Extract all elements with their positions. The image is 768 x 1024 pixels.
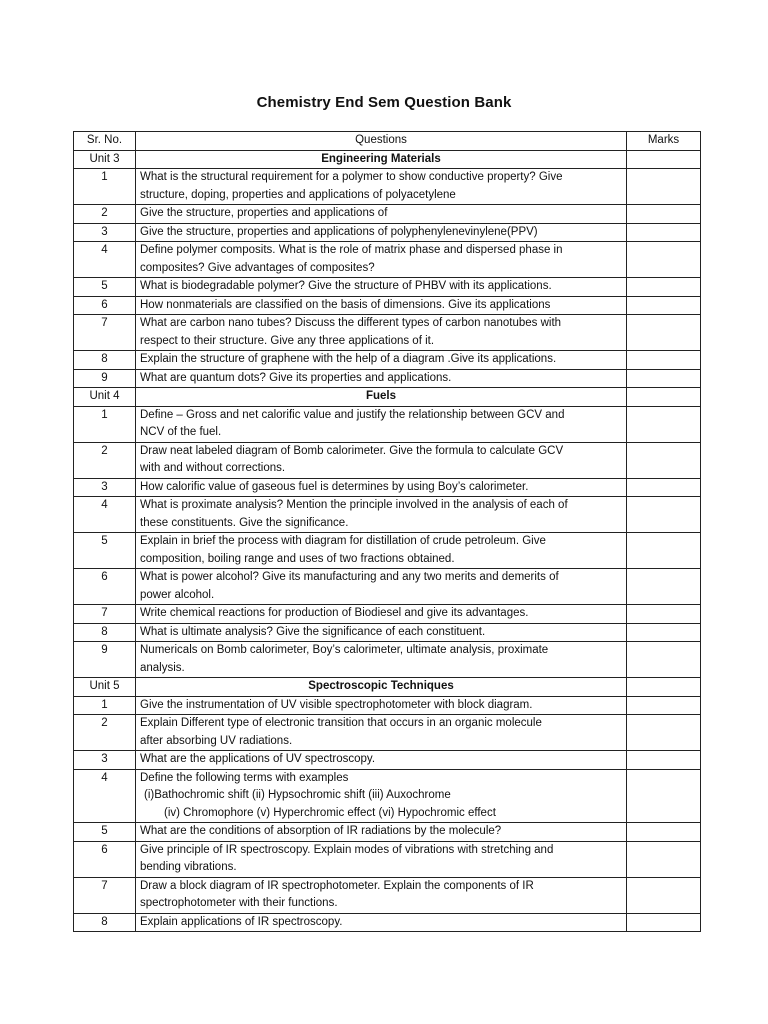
question-text <box>136 478 627 497</box>
question-row <box>74 478 701 497</box>
question-text <box>136 715 627 751</box>
table-body <box>74 150 701 932</box>
question-row <box>74 605 701 624</box>
marks-cell <box>627 406 701 442</box>
question-text <box>136 223 627 242</box>
question-line: Give the instrumentation of UV visible spectrophotometer with block diagram. <box>140 698 533 711</box>
question-number: 4 <box>74 769 136 823</box>
question-line: Write chemical reactions for production of Biodiesel and give its advantages. <box>140 607 529 619</box>
page-title: Chemistry End Sem Question Bank <box>256 94 512 111</box>
question-line: What is proximate analysis? Mention the principle involved in the analysis of each of <box>140 499 568 511</box>
question-line: bending vibrations. <box>140 861 237 873</box>
question-text <box>136 751 627 770</box>
question-number: 1 <box>74 406 136 442</box>
marks-cell <box>627 715 701 751</box>
question-row <box>74 769 701 823</box>
question-line: after absorbing UV radiations. <box>140 734 293 747</box>
question-line: What is the structural requirement for a polymer to show conductive property? Give <box>140 171 563 183</box>
marks-cell <box>627 913 701 932</box>
marks-cell <box>627 388 701 407</box>
question-number: 3 <box>74 751 136 770</box>
unit-row <box>74 150 701 169</box>
question-text <box>136 242 627 278</box>
marks-cell <box>627 223 701 242</box>
question-row <box>74 278 701 297</box>
question-row <box>74 169 701 205</box>
question-number: 6 <box>74 841 136 877</box>
question-line: composition, boiling range and uses of two fractions obtained. <box>140 552 455 565</box>
question-line: Draw a block diagram of IR spectrophotometer. Explain the components of IR <box>140 879 534 892</box>
marks-cell <box>627 751 701 770</box>
question-text <box>136 642 627 678</box>
question-number: 3 <box>74 478 136 497</box>
marks-cell <box>627 442 701 478</box>
question-line: How calorific value of gaseous fuel is determines by using Boy’s calorimeter. <box>140 480 529 493</box>
question-row <box>74 533 701 569</box>
question-number: 2 <box>74 205 136 224</box>
unit-label: Unit 3 <box>74 150 136 169</box>
marks-cell <box>627 478 701 497</box>
question-text <box>136 497 627 533</box>
question-line: respect to their structure. Give any three applications of it. <box>140 334 435 347</box>
question-number: 8 <box>74 623 136 642</box>
marks-cell <box>627 605 701 624</box>
question-line: What are the applications of UV spectroscopy. <box>140 753 376 765</box>
marks-cell <box>627 315 701 351</box>
question-line: composites? Give advantages of composites? <box>140 261 375 274</box>
question-line: Explain in brief the process with diagram for distillation of crude petroleum. Give <box>140 535 546 547</box>
question-line: Give principle of IR spectroscopy. Explain modes of vibrations with stretching and <box>140 843 554 856</box>
unit-title: Engineering Materials <box>136 150 627 169</box>
question-line: Define – Gross and net calorific value and justify the relationship between GCV and <box>140 408 565 421</box>
question-row <box>74 569 701 605</box>
question-line: What is ultimate analysis? Give the significance of each constituent. <box>140 625 486 638</box>
question-number: 2 <box>74 715 136 751</box>
header-questions: Questions <box>136 132 627 151</box>
table-header-row <box>74 132 701 151</box>
header-marks: Marks <box>627 132 701 151</box>
question-number: 9 <box>74 369 136 388</box>
question-row <box>74 315 701 351</box>
question-line: What is biodegradable polymer? Give the structure of PHBV with its applications. <box>140 280 552 292</box>
unit-label: Unit 4 <box>74 388 136 407</box>
question-text <box>136 406 627 442</box>
question-row <box>74 242 701 278</box>
question-number: 4 <box>74 242 136 278</box>
question-row <box>74 877 701 913</box>
question-number: 4 <box>74 497 136 533</box>
question-row <box>74 497 701 533</box>
question-number: 3 <box>74 223 136 242</box>
question-line: Give the structure, properties and applications of polyphenylenevinylene(PPV) <box>140 225 538 238</box>
question-line: What are carbon nano tubes? Discuss the different types of carbon nanotubes with <box>140 317 562 329</box>
marks-cell <box>627 169 701 205</box>
marks-cell <box>627 642 701 678</box>
unit-title: Spectroscopic Techniques <box>136 678 627 697</box>
question-number: 5 <box>74 823 136 842</box>
question-line: Draw neat labeled diagram of Bomb calorimeter. Give the formula to calculate GCV <box>140 444 564 457</box>
question-text <box>136 605 627 624</box>
question-text <box>136 533 627 569</box>
question-line: Explain Different type of electronic transition that occurs in an organic molecule <box>140 717 542 729</box>
marks-cell <box>627 150 701 169</box>
question-text <box>136 278 627 297</box>
question-row <box>74 296 701 315</box>
question-row <box>74 369 701 388</box>
question-line: Numericals on Bomb calorimeter, Boy’s calorimeter, ultimate analysis, proximate <box>140 644 549 656</box>
question-text <box>136 369 627 388</box>
marks-cell <box>627 533 701 569</box>
question-number: 1 <box>74 169 136 205</box>
question-number: 5 <box>74 278 136 297</box>
question-number: 6 <box>74 296 136 315</box>
question-number: 1 <box>74 696 136 715</box>
question-text <box>136 823 627 842</box>
question-row <box>74 205 701 224</box>
unit-row <box>74 678 701 697</box>
unit-label: Unit 5 <box>74 678 136 697</box>
question-row <box>74 841 701 877</box>
question-line: Explain the structure of graphene with the help of a diagram .Give its applications. <box>140 353 557 365</box>
question-row <box>74 823 701 842</box>
question-row <box>74 406 701 442</box>
question-row <box>74 623 701 642</box>
marks-cell <box>627 351 701 370</box>
marks-cell <box>627 242 701 278</box>
marks-cell <box>627 205 701 224</box>
question-row <box>74 751 701 770</box>
question-text <box>136 841 627 877</box>
question-line: spectrophotometer with their functions. <box>140 897 338 909</box>
question-row <box>74 642 701 678</box>
question-bank-table <box>73 131 701 932</box>
question-text <box>136 877 627 913</box>
marks-cell <box>627 278 701 297</box>
question-line: How nonmaterials are classified on the basis of dimensions. Give its applications <box>140 298 551 311</box>
question-text <box>136 315 627 351</box>
marks-cell <box>627 497 701 533</box>
question-line: What are the conditions of absorption of IR radiations by the molecule? <box>140 825 502 837</box>
question-text <box>136 351 627 370</box>
marks-cell <box>627 841 701 877</box>
question-row <box>74 696 701 715</box>
header-sr-no: Sr. No. <box>74 132 136 151</box>
marks-cell <box>627 369 701 388</box>
question-row <box>74 715 701 751</box>
question-text <box>136 169 627 205</box>
question-line: with and without corrections. <box>140 462 286 474</box>
question-row <box>74 913 701 932</box>
question-line: NCV of the fuel. <box>140 426 222 438</box>
marks-cell <box>627 696 701 715</box>
question-number: 7 <box>74 315 136 351</box>
question-number: 8 <box>74 913 136 932</box>
question-number: 2 <box>74 442 136 478</box>
marks-cell <box>627 678 701 697</box>
question-line: structure, doping, properties and applications of polyacetylene <box>140 188 456 201</box>
marks-cell <box>627 623 701 642</box>
question-line: What are quantum dots? Give its properties and applications. <box>140 371 452 384</box>
question-text <box>136 205 627 224</box>
question-line: Give the structure, properties and applications of <box>140 207 388 219</box>
question-number: 5 <box>74 533 136 569</box>
question-line: Define polymer composits. What is the role of matrix phase and dispersed phase in <box>140 244 563 256</box>
question-line: analysis. <box>140 661 185 674</box>
marks-cell <box>627 296 701 315</box>
question-number: 7 <box>74 877 136 913</box>
question-line: (iv) Chromophore (v) Hyperchromic effect (vi) Hypochromic effect <box>164 806 496 819</box>
question-line: these constituents. Give the significance. <box>140 516 349 529</box>
question-number: 8 <box>74 351 136 370</box>
question-text <box>136 569 627 605</box>
question-number: 9 <box>74 642 136 678</box>
question-number: 7 <box>74 605 136 624</box>
question-text <box>136 296 627 315</box>
question-text <box>136 623 627 642</box>
question-number: 6 <box>74 569 136 605</box>
unit-row <box>74 388 701 407</box>
question-line: What is power alcohol? Give its manufacturing and any two merits and demerits of <box>140 571 559 583</box>
question-text <box>136 913 627 932</box>
question-row <box>74 223 701 242</box>
question-text <box>136 442 627 478</box>
question-row <box>74 351 701 370</box>
question-line: Explain applications of IR spectroscopy. <box>140 915 343 928</box>
question-line: power alcohol. <box>140 588 215 601</box>
marks-cell <box>627 769 701 823</box>
question-text <box>136 696 627 715</box>
marks-cell <box>627 569 701 605</box>
unit-title: Fuels <box>136 388 627 407</box>
question-row <box>74 442 701 478</box>
question-text <box>136 769 627 823</box>
question-line: Define the following terms with examples <box>140 771 349 784</box>
marks-cell <box>627 877 701 913</box>
question-line: (i)Bathochromic shift (ii) Hypsochromic shift (iii) Auxochrome <box>144 789 451 801</box>
marks-cell <box>627 823 701 842</box>
